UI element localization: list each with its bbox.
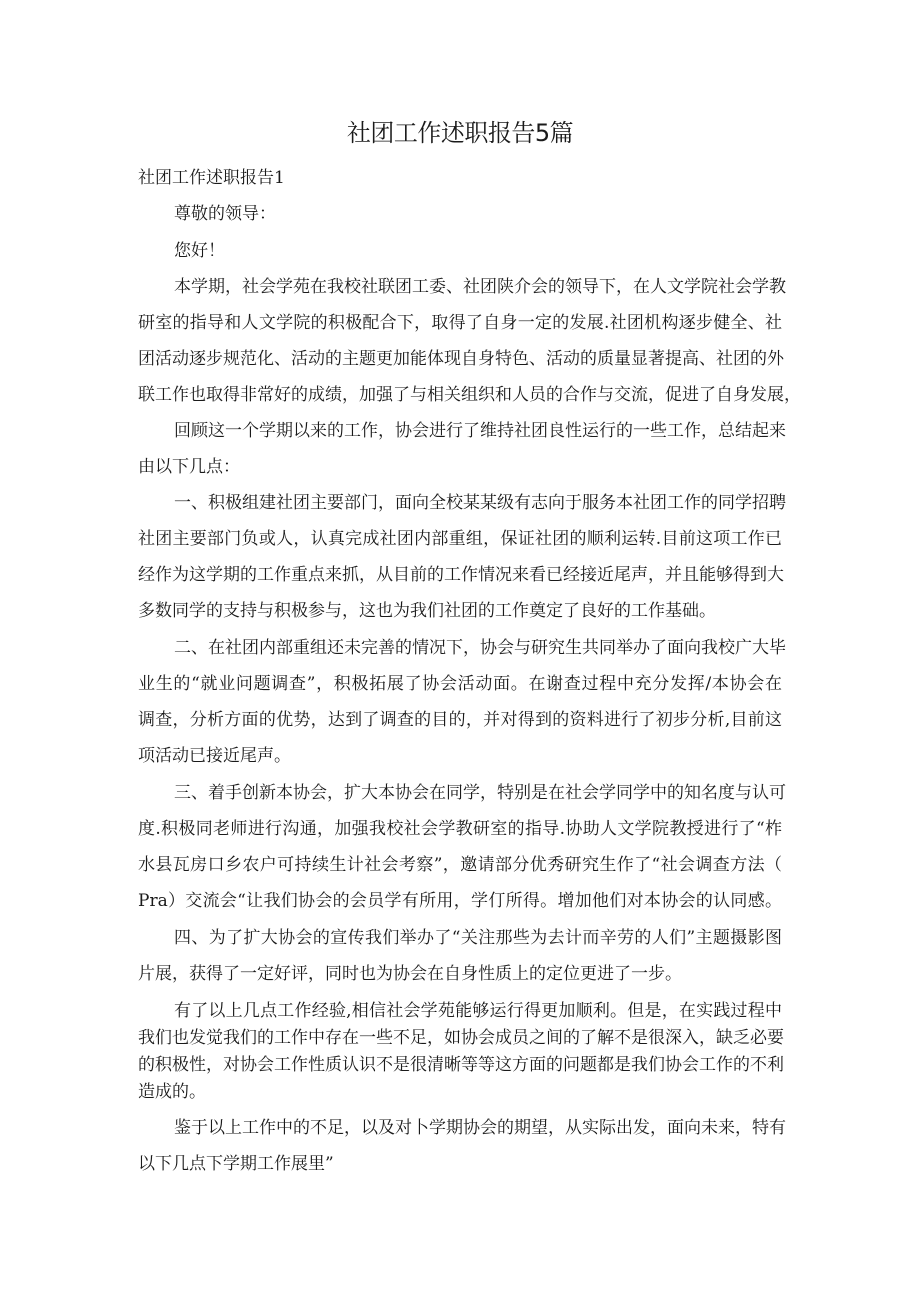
paragraph-line: 三、着手创新本协会，扩大本协会在同学，特别是在社会学同学中的知名度与认可 xyxy=(174,783,786,803)
greeting: 您好！ xyxy=(174,241,225,261)
paragraph-line: 我们也发觉我们的工作中存在一些不足，如协会成员之间的了解不是很深入，缺乏必要 xyxy=(138,1028,784,1048)
paragraph-line: 社团主要部门负或人，认真完成社团内部重组，保证社团的顺利运转.目前这项工作已 xyxy=(138,529,782,549)
paragraph-line: 由以下几点： xyxy=(138,457,240,477)
report-subtitle: 社团工作述职报告1 xyxy=(138,168,285,188)
paragraph-line: 水县瓦房口乡农户可持续生计社会考察”，邀请部分优秀研究生作了“社会调查方法（ xyxy=(138,855,782,875)
paragraph-line: 业生的“就业问题调查”，积极拓展了协会活动面。在谢查过程中充分发挥/本协会在 xyxy=(138,674,782,694)
paragraph-line: 二、在社团内部重组还未完善的情况下，协会与研究生共同举办了面向我校广大毕 xyxy=(174,638,786,658)
paragraph-line: 研室的指导和人文学院的积极配合下，取得了自身一定的发展.社团机构逐步健全、社 xyxy=(138,313,782,333)
paragraph-line: 片展，获得了一定好评，同时也为协会在自身性质上的定位更进了一步。 xyxy=(138,964,682,984)
paragraph-line: 多数同学的支持与积极参与，这也为我们社团的工作奠定了良好的工作基础。 xyxy=(138,601,716,621)
paragraph-line: 的积极性，对协会工作性质认识不是很清晰等等这方面的问题都是我们协会工作的不利 xyxy=(138,1055,784,1075)
paragraph-line: 项活动已接近尾声。 xyxy=(138,746,291,766)
paragraph-line: 本学期，社会学苑在我校社联团工委、社团陕介会的领导下，在人文学院社会学教 xyxy=(174,277,786,297)
paragraph-line: 联工作也取得非常好的成绩，加强了与相关组织和人员的合作与交流，促进了自身发展， xyxy=(138,385,801,405)
salutation: 尊敬的领导： xyxy=(174,204,276,224)
paragraph-line: 回顾这一个学期以来的工作，协会进行了维持社团良性运行的一些工作，总结起来 xyxy=(174,421,786,441)
paragraph-line: 一、积极组建社团主要部门，面向全校某某级有志向于服务本社团工作的同学招聘 xyxy=(174,493,786,513)
paragraph-line: 造成的。 xyxy=(138,1082,206,1102)
paragraph-line: 鉴于以上工作中的不足，以及对卜学期协会的期望，从实际出发，面向未来，特有 xyxy=(174,1118,786,1138)
paragraph-line: 度.积极同老师进行沟通，加强我校社会学教研室的指导.协助人文学院教授进行了“柞 xyxy=(138,819,782,839)
paragraph-line: 以下几点下学期工作展里” xyxy=(138,1154,334,1174)
paragraph-line: 调查，分析方面的优势，达到了调查的目的，并对得到的资料进行了初步分析,目前这 xyxy=(138,710,782,730)
paragraph-line: 有了以上几点工作经验,相信社会学苑能够运行得更加顺利。但是，在实践过程中 xyxy=(174,1001,782,1021)
paragraph-line: 四、为了扩大协会的宣传我们举办了“关注那些为去计而辛劳的人们”主题摄影图 xyxy=(174,928,782,948)
paragraph-line: 团活动逐步规范化、活动的主题更加能体现自身特色、活动的质量显著提高、社团的外 xyxy=(138,349,784,369)
document-title: 社团工作述职报告5篇 xyxy=(346,119,574,147)
paragraph-line: 经作为这学期的工作重点来抓，从目前的工作情况来看已经接近尾声，并且能够得到大 xyxy=(138,565,784,585)
paragraph-line: Pra）交流会“让我们协会的会员学有所用，学仃所得。增加他们对本协会的认同感。 xyxy=(138,891,782,911)
